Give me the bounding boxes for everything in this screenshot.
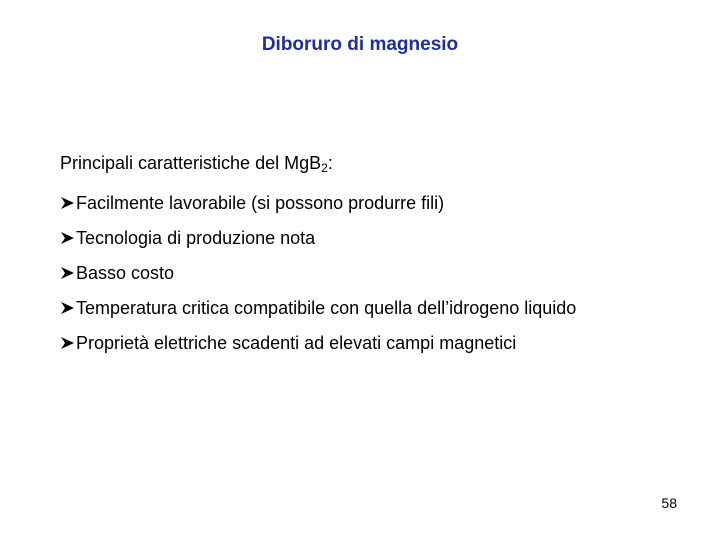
arrow-right-icon (60, 190, 76, 216)
bullet-text: Tecnologia di produzione nota (76, 228, 316, 248)
page-number: 58 (661, 495, 677, 511)
bullet-text: Proprietà elettriche scadenti ad elevati campi magnetici (76, 333, 517, 353)
bullet-item (60, 295, 576, 330)
bullet-item (60, 225, 576, 260)
bullet-text: Temperatura critica compatibile con quella dell’idrogeno liquido (76, 298, 577, 318)
intro-text (60, 150, 333, 176)
arrow-right-icon (60, 225, 76, 251)
bullet-text: Basso costo (76, 263, 175, 283)
bullet-item (60, 330, 576, 365)
intro-suffix: : (327, 153, 333, 173)
bullet-text: Facilmente lavorabile (si possono produrre fili) (76, 193, 445, 213)
arrow-right-icon (60, 295, 76, 321)
intro-prefix: Principali caratteristiche del Mg (60, 153, 310, 173)
bullet-list (60, 190, 576, 365)
intro-element: B (309, 153, 322, 173)
bullet-item (60, 260, 576, 295)
slide-title: Diboruro di magnesio (261, 34, 459, 55)
bullet-item (60, 190, 576, 225)
arrow-right-icon (60, 330, 76, 356)
intro-subscript: 2 (321, 161, 328, 175)
arrow-right-icon (60, 260, 76, 286)
